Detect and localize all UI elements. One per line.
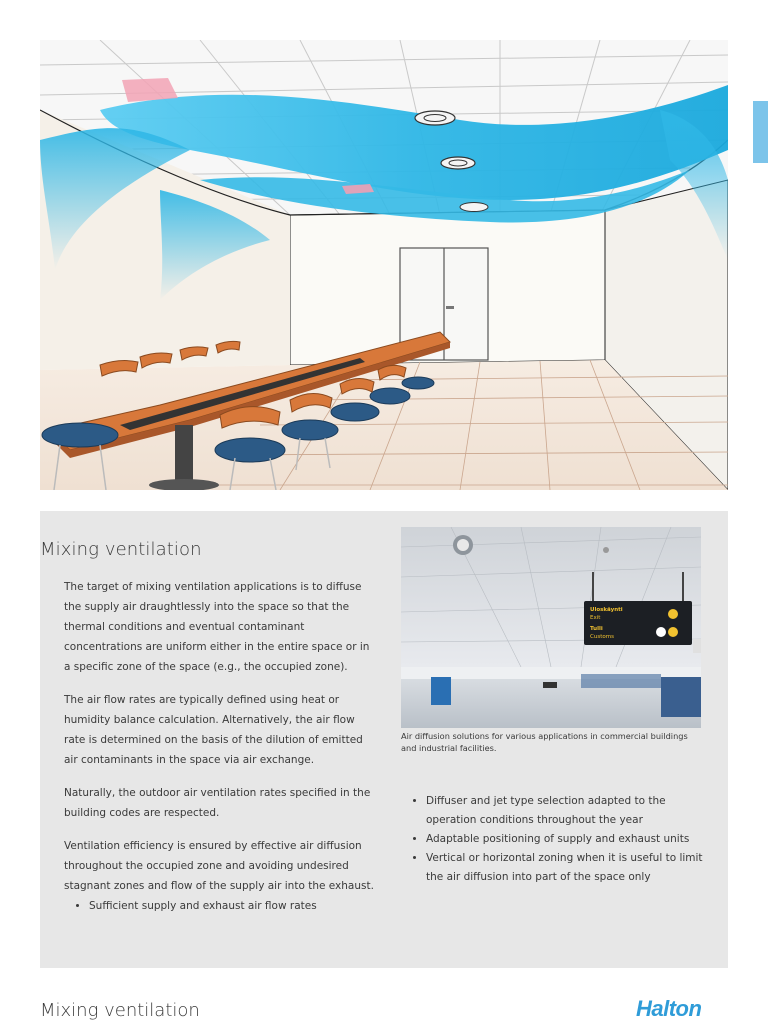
- left-bullet-list: [64, 896, 374, 916]
- right-bullet-list: [401, 792, 711, 887]
- paragraph: Ventilation efficiency is ensured by effective air diffusion throughout the occupied zone and avoiding undesired stagnant zones and flow of the supply air into the exhaust.: [64, 840, 374, 892]
- footer-title: Mixing ventilation: [40, 1000, 200, 1021]
- sign-text: Customs: [590, 634, 614, 640]
- list-item: • Sufficient supply and exhaust air flow rates: [89, 896, 374, 916]
- paragraph: Naturally, the outdoor air ventilation rates specified in the building codes are respected.: [64, 787, 371, 819]
- photo-caption: Air diffusion solutions for various applications in commercial buildings and industrial facilities.: [401, 731, 688, 753]
- list-item: • Vertical or horizontal zoning when it is useful to limit the air diffusion into part of the space only: [426, 849, 711, 887]
- sign-text: Tulli: [590, 626, 603, 632]
- panel-title: Mixing ventilation: [40, 539, 202, 560]
- section-tab: [753, 101, 768, 163]
- sign-text: Uloskäynti: [590, 607, 623, 613]
- list-item: • Adaptable positioning of supply and exhaust units: [426, 830, 711, 849]
- right-column: [401, 792, 711, 887]
- hero-illustration: [40, 40, 728, 490]
- paragraph: The target of mixing ventilation applications is to diffuse the supply air draughtlessly into the space so that the thermal conditions and eventual contaminant concentrations are uniform either in the entire space or in a specific zone of the space (e.g., the occupied zone).: [64, 581, 370, 673]
- content-panel: [40, 511, 728, 968]
- airport-photo: [401, 527, 701, 728]
- list-item: • Diffuser and jet type selection adapted to the operation conditions throughout the year: [426, 792, 711, 830]
- halton-logo: Halton: [636, 996, 702, 1021]
- sign-text: Exit: [590, 615, 601, 621]
- left-column: [64, 577, 374, 916]
- paragraph: The air flow rates are typically defined using heat or humidity balance calculation. Alternatively, the air flow rate is determined on the basis of the dilution of emitted air contaminants in the space via air exchange.: [64, 694, 363, 766]
